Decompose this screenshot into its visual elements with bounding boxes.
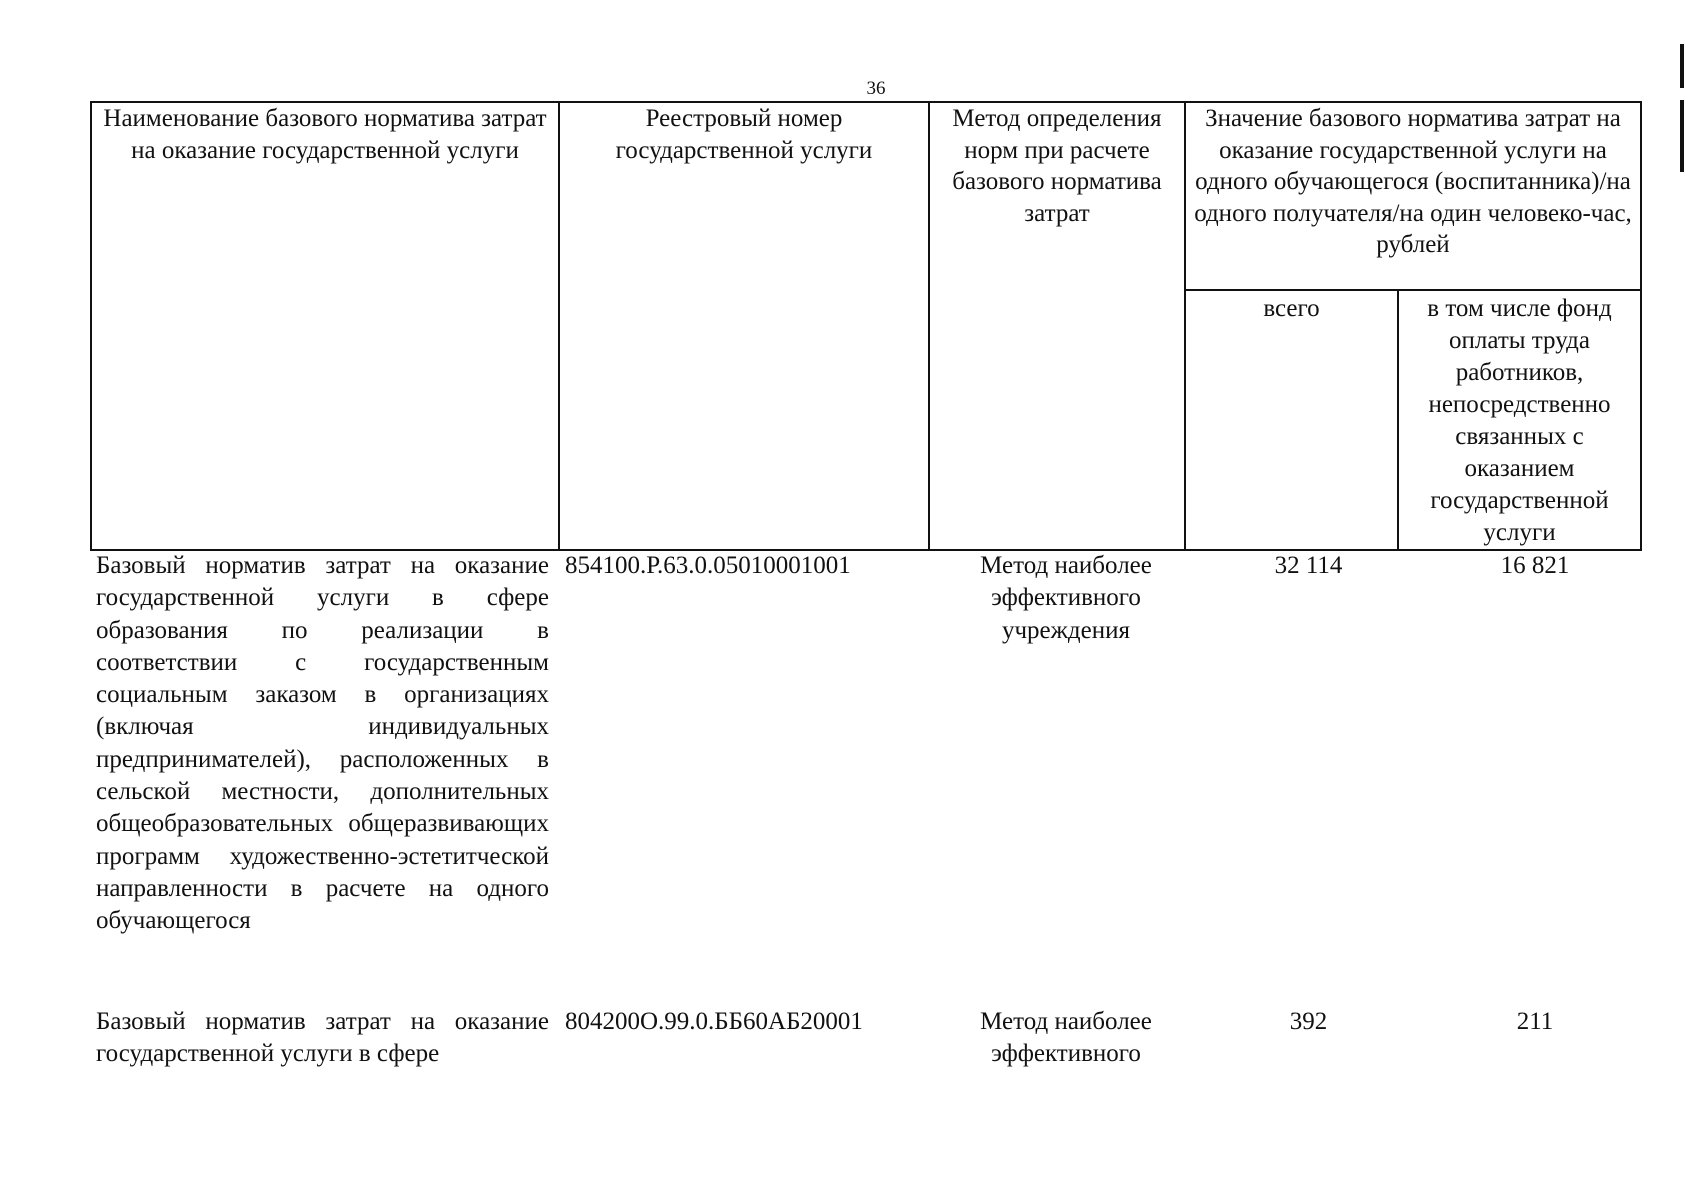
header-registry-cell: Реестровый номер государственной услуги	[559, 102, 929, 550]
row-name: Базовый норматив затрат на оказание государственной услуги в сфере образования по реализации в соответствии с государственным социальным заказом в организациях (включая индивидуальных предпринимателей), расположенных в сельской местности, дополнительных общеобразовательных общеразвивающих программ художественно-эстетитческой направленности в расчете на одного обучающегося	[96, 552, 549, 935]
header-name-cell: Наименование базового норматива затрат на оказание государственной услуги	[91, 102, 559, 550]
scan-edge-mark	[1680, 44, 1684, 88]
header-method-cell: Метод определения норм при расчете базового норматива затрат	[929, 102, 1185, 550]
row-name: Базовый норматив затрат на оказание государственной услуги в сфере	[96, 1008, 549, 1068]
row-method: Метод наиболее эффективного	[980, 1008, 1152, 1068]
row-total-value: 32 114	[1274, 552, 1343, 579]
header-fund-cell: в том числе фонд оплаты труда работников, непосредственно связанных с оказанием государственной услуги	[1398, 290, 1641, 550]
row-fund-value: 211	[1516, 1008, 1554, 1035]
row-fund-value: 16 821	[1500, 552, 1570, 579]
row-method: Метод наиболее эффективного учреждения	[980, 552, 1152, 644]
header-total-cell: всего	[1185, 290, 1398, 550]
row-registry-number: 804200О.99.0.ББ60АБ20001	[565, 1008, 863, 1035]
row-registry-number: 854100.Р.63.0.05010001001	[565, 552, 851, 579]
scan-edge-mark	[1680, 100, 1684, 172]
header-value-group-cell: Значение базового норматива затрат на оказание государственной услуги на одного обучающегося (воспитанника)/на одного получателя/на один человеко-час, рублей	[1185, 102, 1641, 290]
header-table	[90, 101, 1642, 551]
page-number: 36	[866, 78, 886, 99]
row-total-value: 392	[1289, 1008, 1328, 1035]
